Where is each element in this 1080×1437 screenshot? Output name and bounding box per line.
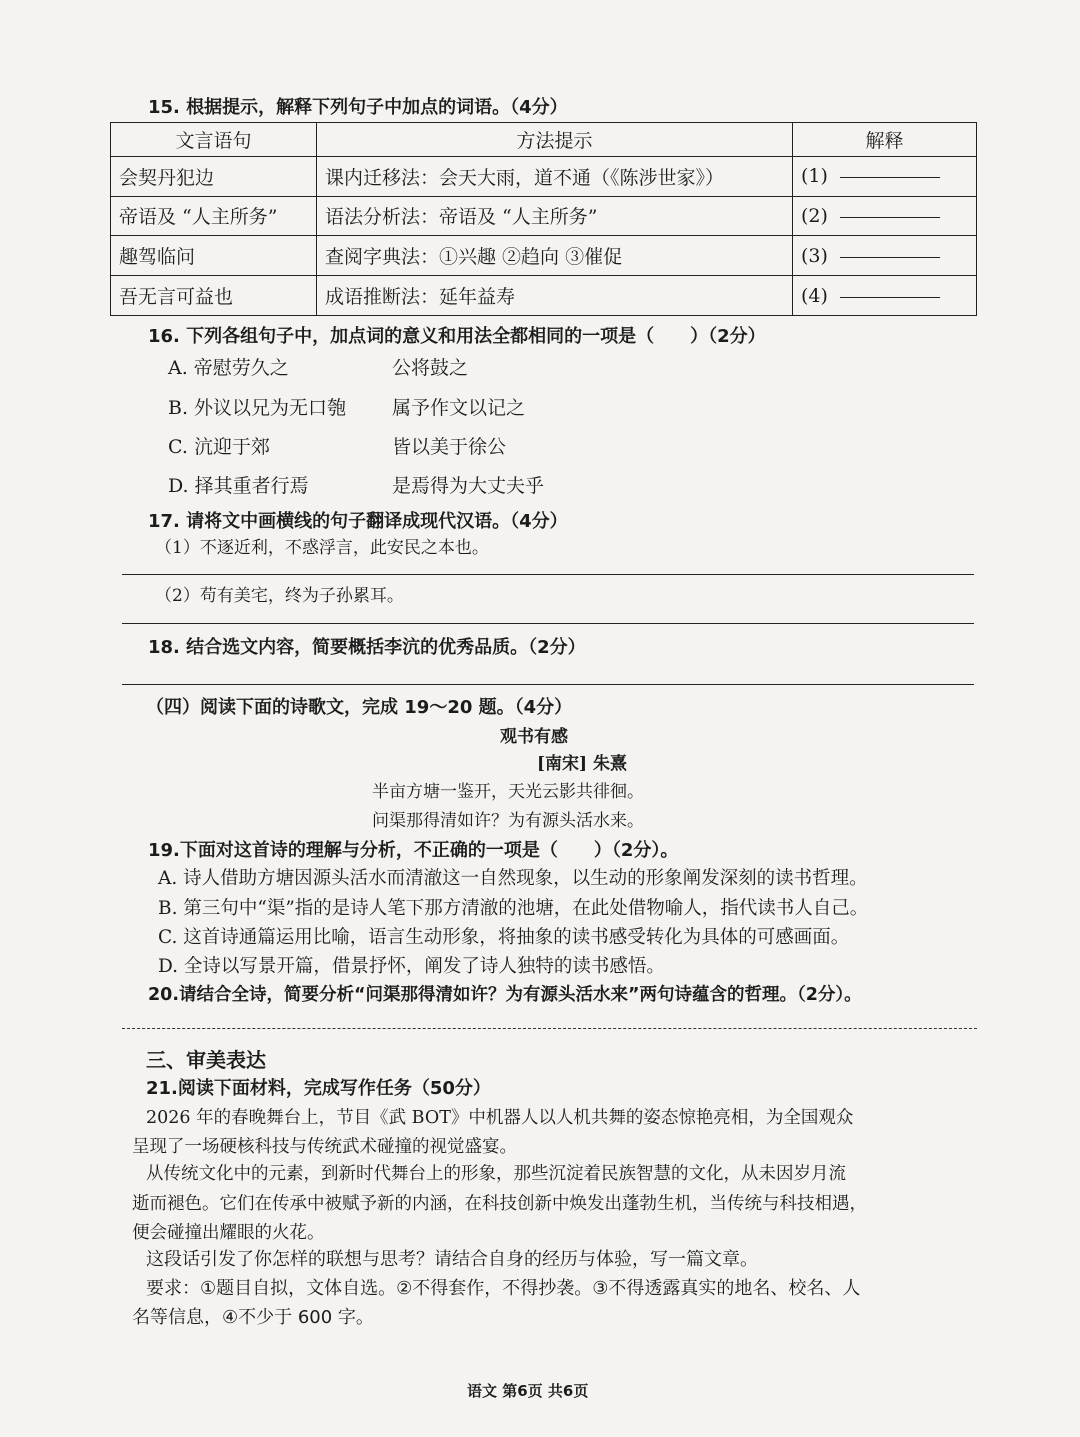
q16-title: 16. 下列各组句子中，加点词的意义和用法全都相同的一项是（ ）（2分） <box>148 326 766 347</box>
answer-blank[interactable] <box>840 256 940 258</box>
answer-line[interactable] <box>122 574 974 575</box>
sentence-cell: 会契丹犯边 <box>111 156 317 196</box>
table-header-row <box>111 123 977 157</box>
q17-title: 17. 请将文中画横线的句子翻译成现代汉语。（4分） <box>148 511 568 532</box>
table-row <box>111 236 977 276</box>
table-row <box>111 156 977 196</box>
poem-line: 半亩方塘一鉴开，天光云影共徘徊。 <box>372 782 644 802</box>
q19-option-b: B. 第三句中“渠”指的是诗人笔下那方清澈的池塘，在此处借物喻人，指代读书人自己。 <box>158 898 869 919</box>
table-row <box>111 196 977 236</box>
answer-label: (4) <box>801 284 828 307</box>
table-header: 解释 <box>793 123 977 157</box>
answer-cell[interactable] <box>793 276 977 316</box>
q16-option-d-pair: 是焉得为大丈夫乎 <box>392 475 545 497</box>
section3-title: 三、审美表达 <box>146 1048 266 1072</box>
sentence-cell: 吾无言可益也 <box>111 276 317 316</box>
answer-blank[interactable] <box>840 216 940 218</box>
page-footer: 语文 第6页 共6页 <box>467 1382 589 1400</box>
answer-label: (2) <box>801 204 828 227</box>
q21-requirements: 要求：①题目自拟，文体自选。②不得套作，不得抄袭。③不得透露真实的地名、校名、人 <box>146 1278 861 1299</box>
q21-material-line: 便会碰撞出耀眼的火花。 <box>132 1223 325 1243</box>
q16-option-d: D. 择其重者行焉 <box>168 475 309 497</box>
q21-requirements: 名等信息，④不少于 600 字。 <box>132 1307 374 1328</box>
q16-option-c-pair: 皆以美于徐公 <box>392 436 507 458</box>
hint-cell: 查阅字典法：①兴趣 ②趋向 ③催促 <box>317 236 793 276</box>
q21-title: 21.阅读下面材料，完成写作任务（50分） <box>146 1078 491 1099</box>
q16-option-c: C. 沆迎于郊 <box>168 436 270 458</box>
sentence-cell: 帝语及 “人主所务” <box>111 196 317 236</box>
q16-option-b: B. 外议以兄为无口匏 <box>168 397 347 419</box>
q21-material-line: 从传统文化中的元素，到新时代舞台上的形象，那些沉淀着民族智慧的文化，从未因岁月流 <box>146 1164 846 1184</box>
answer-label: (1) <box>801 165 828 188</box>
q19-option-c: C. 这首诗通篇运用比喻，语言生动形象，将抽象的读书感受转化为具体的可感画面。 <box>158 927 850 948</box>
section4-title: （四）阅读下面的诗歌文，完成 19～20 题。（4分） <box>146 697 573 718</box>
q15-table <box>110 122 977 316</box>
q16-option-a-pair: 公将鼓之 <box>392 357 469 379</box>
q17-item-2: （2）苟有美宅，终为子孙累耳。 <box>155 586 404 606</box>
q19-option-a: A. 诗人借助方塘因源头活水而清澈这一自然现象，以生动的形象阐发深刻的读书哲理。 <box>158 868 868 889</box>
q21-material-line: 逝而褪色。它们在传承中被赋予新的内涵，在科技创新中焕发出蓬勃生机，当传统与科技相遇， <box>132 1194 867 1214</box>
answer-cell[interactable] <box>793 156 977 196</box>
answer-line[interactable] <box>122 623 974 624</box>
hint-cell: 成语推断法：延年益寿 <box>317 276 793 316</box>
poem-author: [南宋] 朱熹 <box>537 754 628 774</box>
poem-title: 观书有感 <box>500 727 568 747</box>
q19-option-d: D. 全诗以写景开篇，借景抒怀，阐发了诗人独特的读书感悟。 <box>158 956 665 977</box>
answer-line[interactable] <box>122 684 974 685</box>
answer-blank[interactable] <box>840 176 940 178</box>
q18-title: 18. 结合选文内容，简要概括李沆的优秀品质。（2分） <box>148 637 586 658</box>
sentence-cell: 趣驾临问 <box>111 236 317 276</box>
q21-material-line: 呈现了一场硬核科技与传统武术碰撞的视觉盛宴。 <box>132 1137 517 1157</box>
q19-title: 19.下面对这首诗的理解与分析，不正确的一项是（ ）（2分）。 <box>148 840 679 861</box>
answer-label: (3) <box>801 244 828 267</box>
answer-blank[interactable] <box>840 296 940 298</box>
hint-cell: 语法分析法：帝语及 “人主所务” <box>317 196 793 236</box>
table-header: 文言语句 <box>111 123 317 157</box>
answer-cell[interactable] <box>793 196 977 236</box>
answer-cell[interactable] <box>793 236 977 276</box>
q21-material-line: 2026 年的春晚舞台上，节目《武 BOT》中机器人以人机共舞的姿态惊艳亮相，为全国观众 <box>146 1108 854 1128</box>
q15-title: 15. 根据提示，解释下列句子中加点的词语。（4分） <box>148 97 568 118</box>
table-row <box>111 276 977 316</box>
poem-line: 问渠那得清如许？为有源头活水来。 <box>372 811 644 831</box>
answer-line[interactable] <box>122 1028 977 1029</box>
hint-cell: 课内迁移法：会天大雨，道不通（《陈涉世家》） <box>317 156 793 196</box>
q20-title: 20.请结合全诗，简要分析“问渠那得清如许？为有源头活水来”两句诗蕴含的哲理。（2分）。 <box>148 985 862 1005</box>
q16-option-a: A. 帝慰劳久之 <box>168 357 289 379</box>
q21-prompt: 这段话引发了你怎样的联想与思考？请结合自身的经历与体验，写一篇文章。 <box>146 1249 758 1270</box>
table-header: 方法提示 <box>317 123 793 157</box>
q17-item-1: （1）不逐近利，不惑浮言，此安民之本也。 <box>155 538 489 558</box>
q16-option-b-pair: 属予作文以记之 <box>392 397 526 419</box>
